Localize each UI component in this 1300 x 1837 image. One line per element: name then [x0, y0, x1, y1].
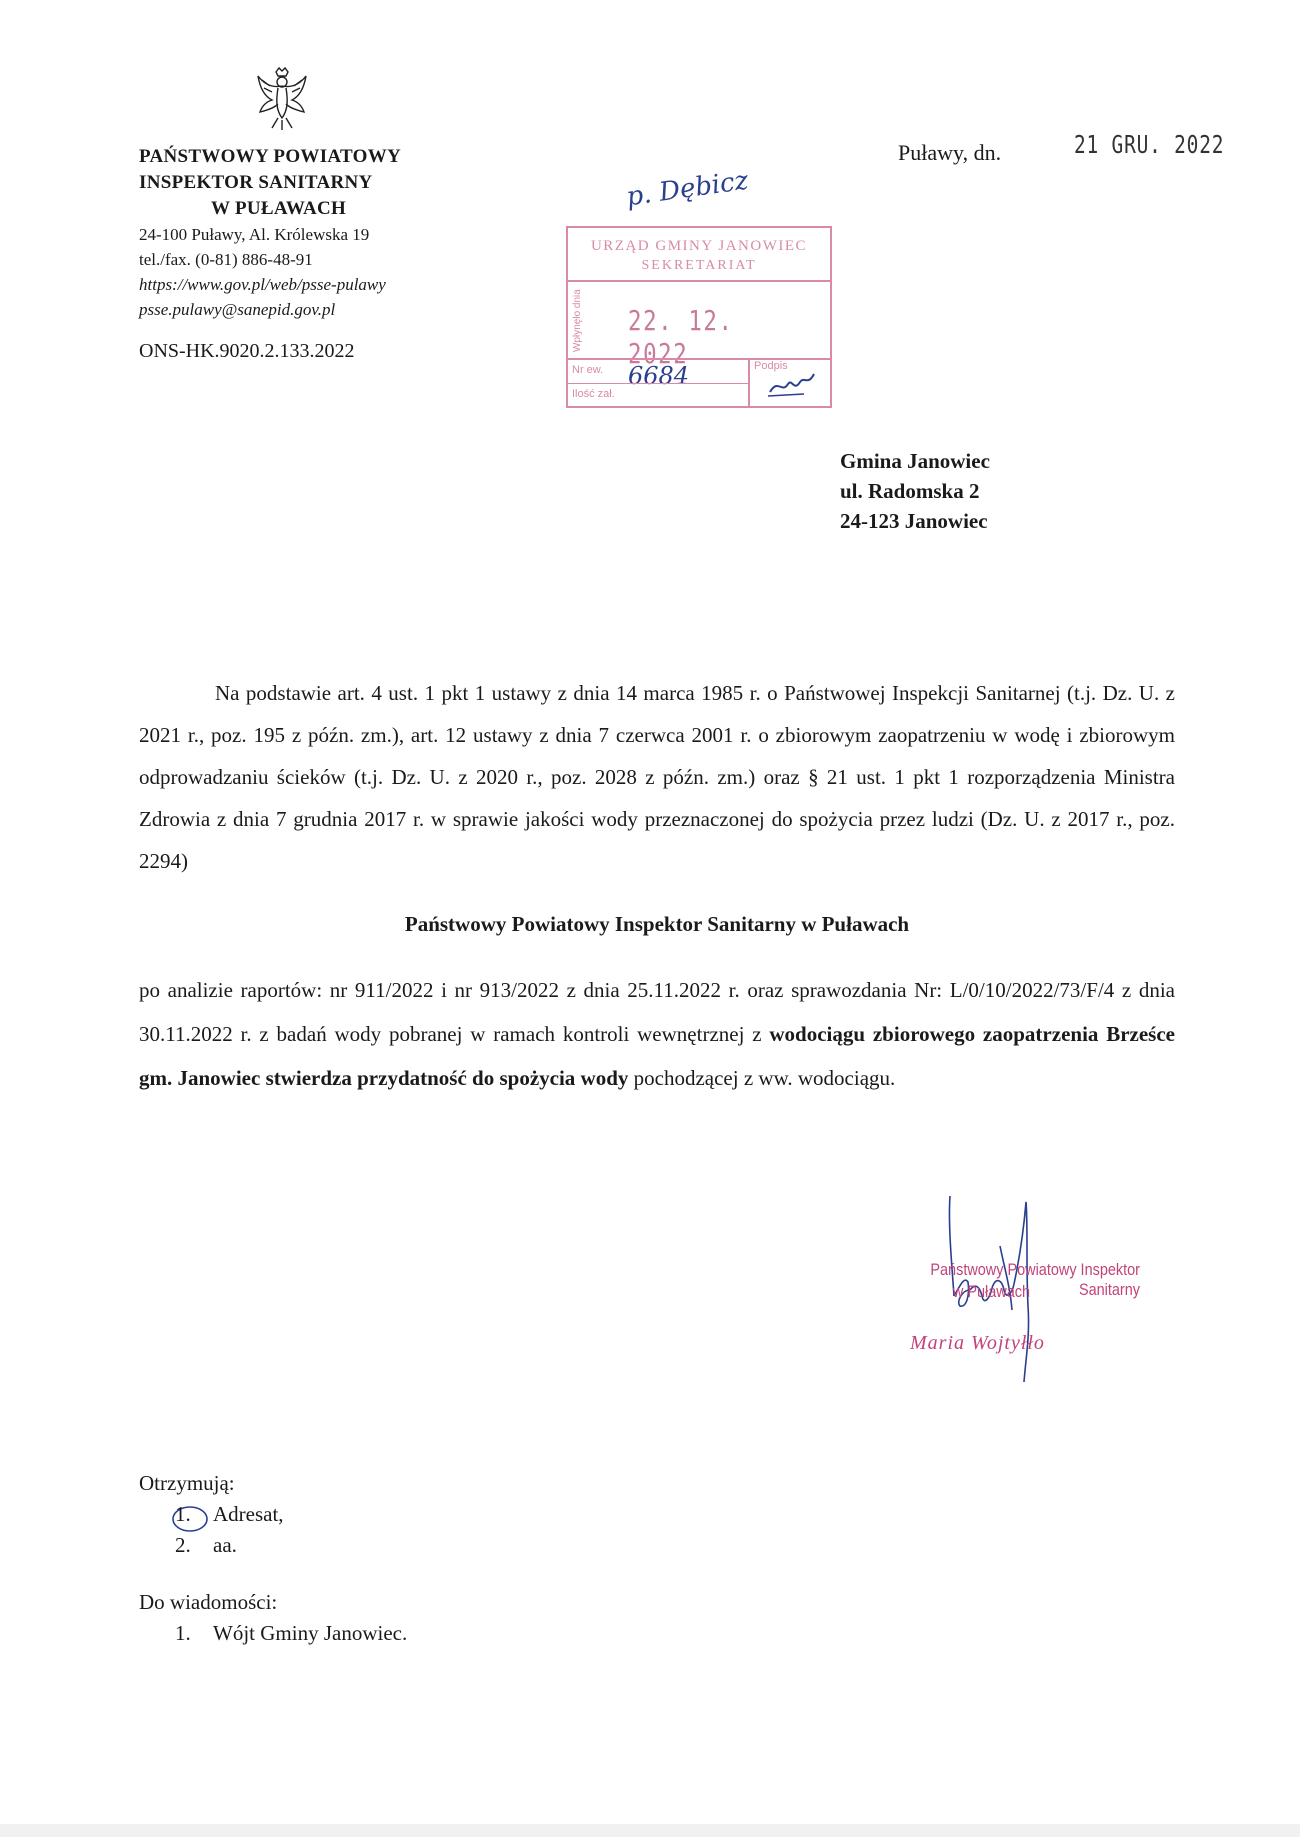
- stamp-frame: [566, 226, 832, 408]
- decision-text-part1: po analizie raportów: nr 911/2022 i nr 913/2022 z dnia 25.11.2022 r. oraz sprawozdania Nr: L/0/10/2022/73/F/4 z dnia 30.11.2022 r. z badań wody pobranej w ramach kontroli wewnętrznej z: [139, 978, 1175, 1046]
- decision-paragraph: [139, 968, 1175, 1100]
- recipient-city: 24-123 Janowiec: [840, 509, 988, 533]
- list-item-text: aa.: [213, 1533, 237, 1557]
- stamp-received-date: 22. 12. 2022: [628, 304, 734, 370]
- stamp-divider: [568, 383, 748, 384]
- stamp-divider: [568, 358, 830, 360]
- scan-edge-band: [0, 1824, 1300, 1837]
- handwritten-note: p. Dębicz: [624, 165, 751, 213]
- stamp-organization: URZĄD GMINY JANOWIEC: [590, 238, 808, 254]
- list-item-text: Wójt Gminy Janowiec.: [213, 1621, 408, 1645]
- stamp-department: SEKRETARIAT: [641, 258, 757, 273]
- signature-title-line2: w Puławach: [952, 1282, 1030, 1301]
- recipient-address: [840, 446, 990, 536]
- stamp-number-label: Nr ew.: [572, 364, 604, 376]
- signature-block: [840, 1186, 1160, 1386]
- signatory-name: Maria Wojtyłło: [910, 1332, 1045, 1354]
- stamp-initials-scribble: [764, 370, 818, 400]
- recipient-street: ul. Radomska 2: [840, 479, 980, 503]
- stamp-divider: [568, 280, 830, 282]
- list-item-number: 1.: [175, 1621, 191, 1645]
- stamp-number: 6684: [628, 362, 690, 390]
- decision-text-bold: wodociągu zbiorowego zaopatrzenia Brześce gm. Janowiec stwierdza przydatność do spożycia wody: [139, 1022, 1175, 1090]
- reference-number: ONS-HK.9020.2.133.2022: [139, 340, 355, 362]
- list-item: [139, 1530, 407, 1561]
- sender-institution-line1: PAŃSTWOWY POWIATOWY: [139, 146, 402, 167]
- list-item-number: 2.: [175, 1533, 191, 1557]
- stamp-quantity-label: Ilość zał.: [572, 388, 615, 400]
- legal-basis-paragraph: Na podstawie art. 4 ust. 1 pkt 1 ustawy z dnia 14 marca 1985 r. o Państwowej Inspekcji Sanitarnej (t.j. Dz. U. z 2021 r., poz. 195 z późn. zm.), art. 12 ustawy z dnia 7 czerwca 2001 r. o zbiorowym zaopatrzeniu w wodę i zbiorowym odprowadzaniu ścieków (t.j. Dz. U. z 2020 r., poz. 2028 z późn. zm.) oraz § 21 ust. 1 pkt 1 rozporządzenia Ministra Zdrowia z dnia 7 grudnia 2017 r. w sprawie jakości wody przeznaczonej do spożycia przez ludzi (Dz. U. z 2017 r., poz. 2294): [139, 681, 1175, 873]
- list-item-text: Adresat,: [213, 1502, 284, 1526]
- recipient-name: Gmina Janowiec: [840, 449, 990, 473]
- sender-institution-line3: W PUŁAWACH: [211, 198, 347, 219]
- list-item: [139, 1618, 407, 1649]
- list-item: [139, 1499, 407, 1530]
- registry-stamp: [566, 165, 832, 408]
- sender-phone: tel./fax. (0-81) 886-48-91: [139, 250, 313, 269]
- sender-address: 24-100 Puławy, Al. Królewska 19: [139, 225, 370, 244]
- stamp-received-label: Wpłynęło dnia: [572, 289, 583, 352]
- date-stamp: 21 GRU. 2022: [1074, 130, 1225, 159]
- sender-email: psse.pulawy@sanepid.gov.pl: [139, 300, 336, 319]
- place-label: Puławy, dn.: [898, 140, 1002, 165]
- distribution-list: [139, 1468, 407, 1649]
- cc-label: Do wiadomości:: [139, 1590, 278, 1614]
- signature-title-line1: Państwowy Powiatowy Inspektor Sanitarny: [930, 1260, 1140, 1299]
- recipients-label: Otrzymują:: [139, 1471, 235, 1495]
- issuer-heading: Państwowy Powiatowy Inspektor Sanitarny w Puławach: [404, 912, 910, 936]
- eagle-emblem-icon: [254, 66, 310, 134]
- stamp-divider: [748, 358, 750, 406]
- sender-institution-line2: INSPEKTOR SANITARNY: [139, 172, 373, 193]
- sender-website: https://www.gov.pl/web/psse-pulawy: [139, 275, 386, 294]
- sender-block: [139, 144, 459, 364]
- list-item-number: 1.: [175, 1502, 191, 1526]
- decision-text-part2: pochodzącej z ww. wodociągu.: [628, 1066, 896, 1090]
- stamp-signature-label: Podpis: [754, 360, 788, 372]
